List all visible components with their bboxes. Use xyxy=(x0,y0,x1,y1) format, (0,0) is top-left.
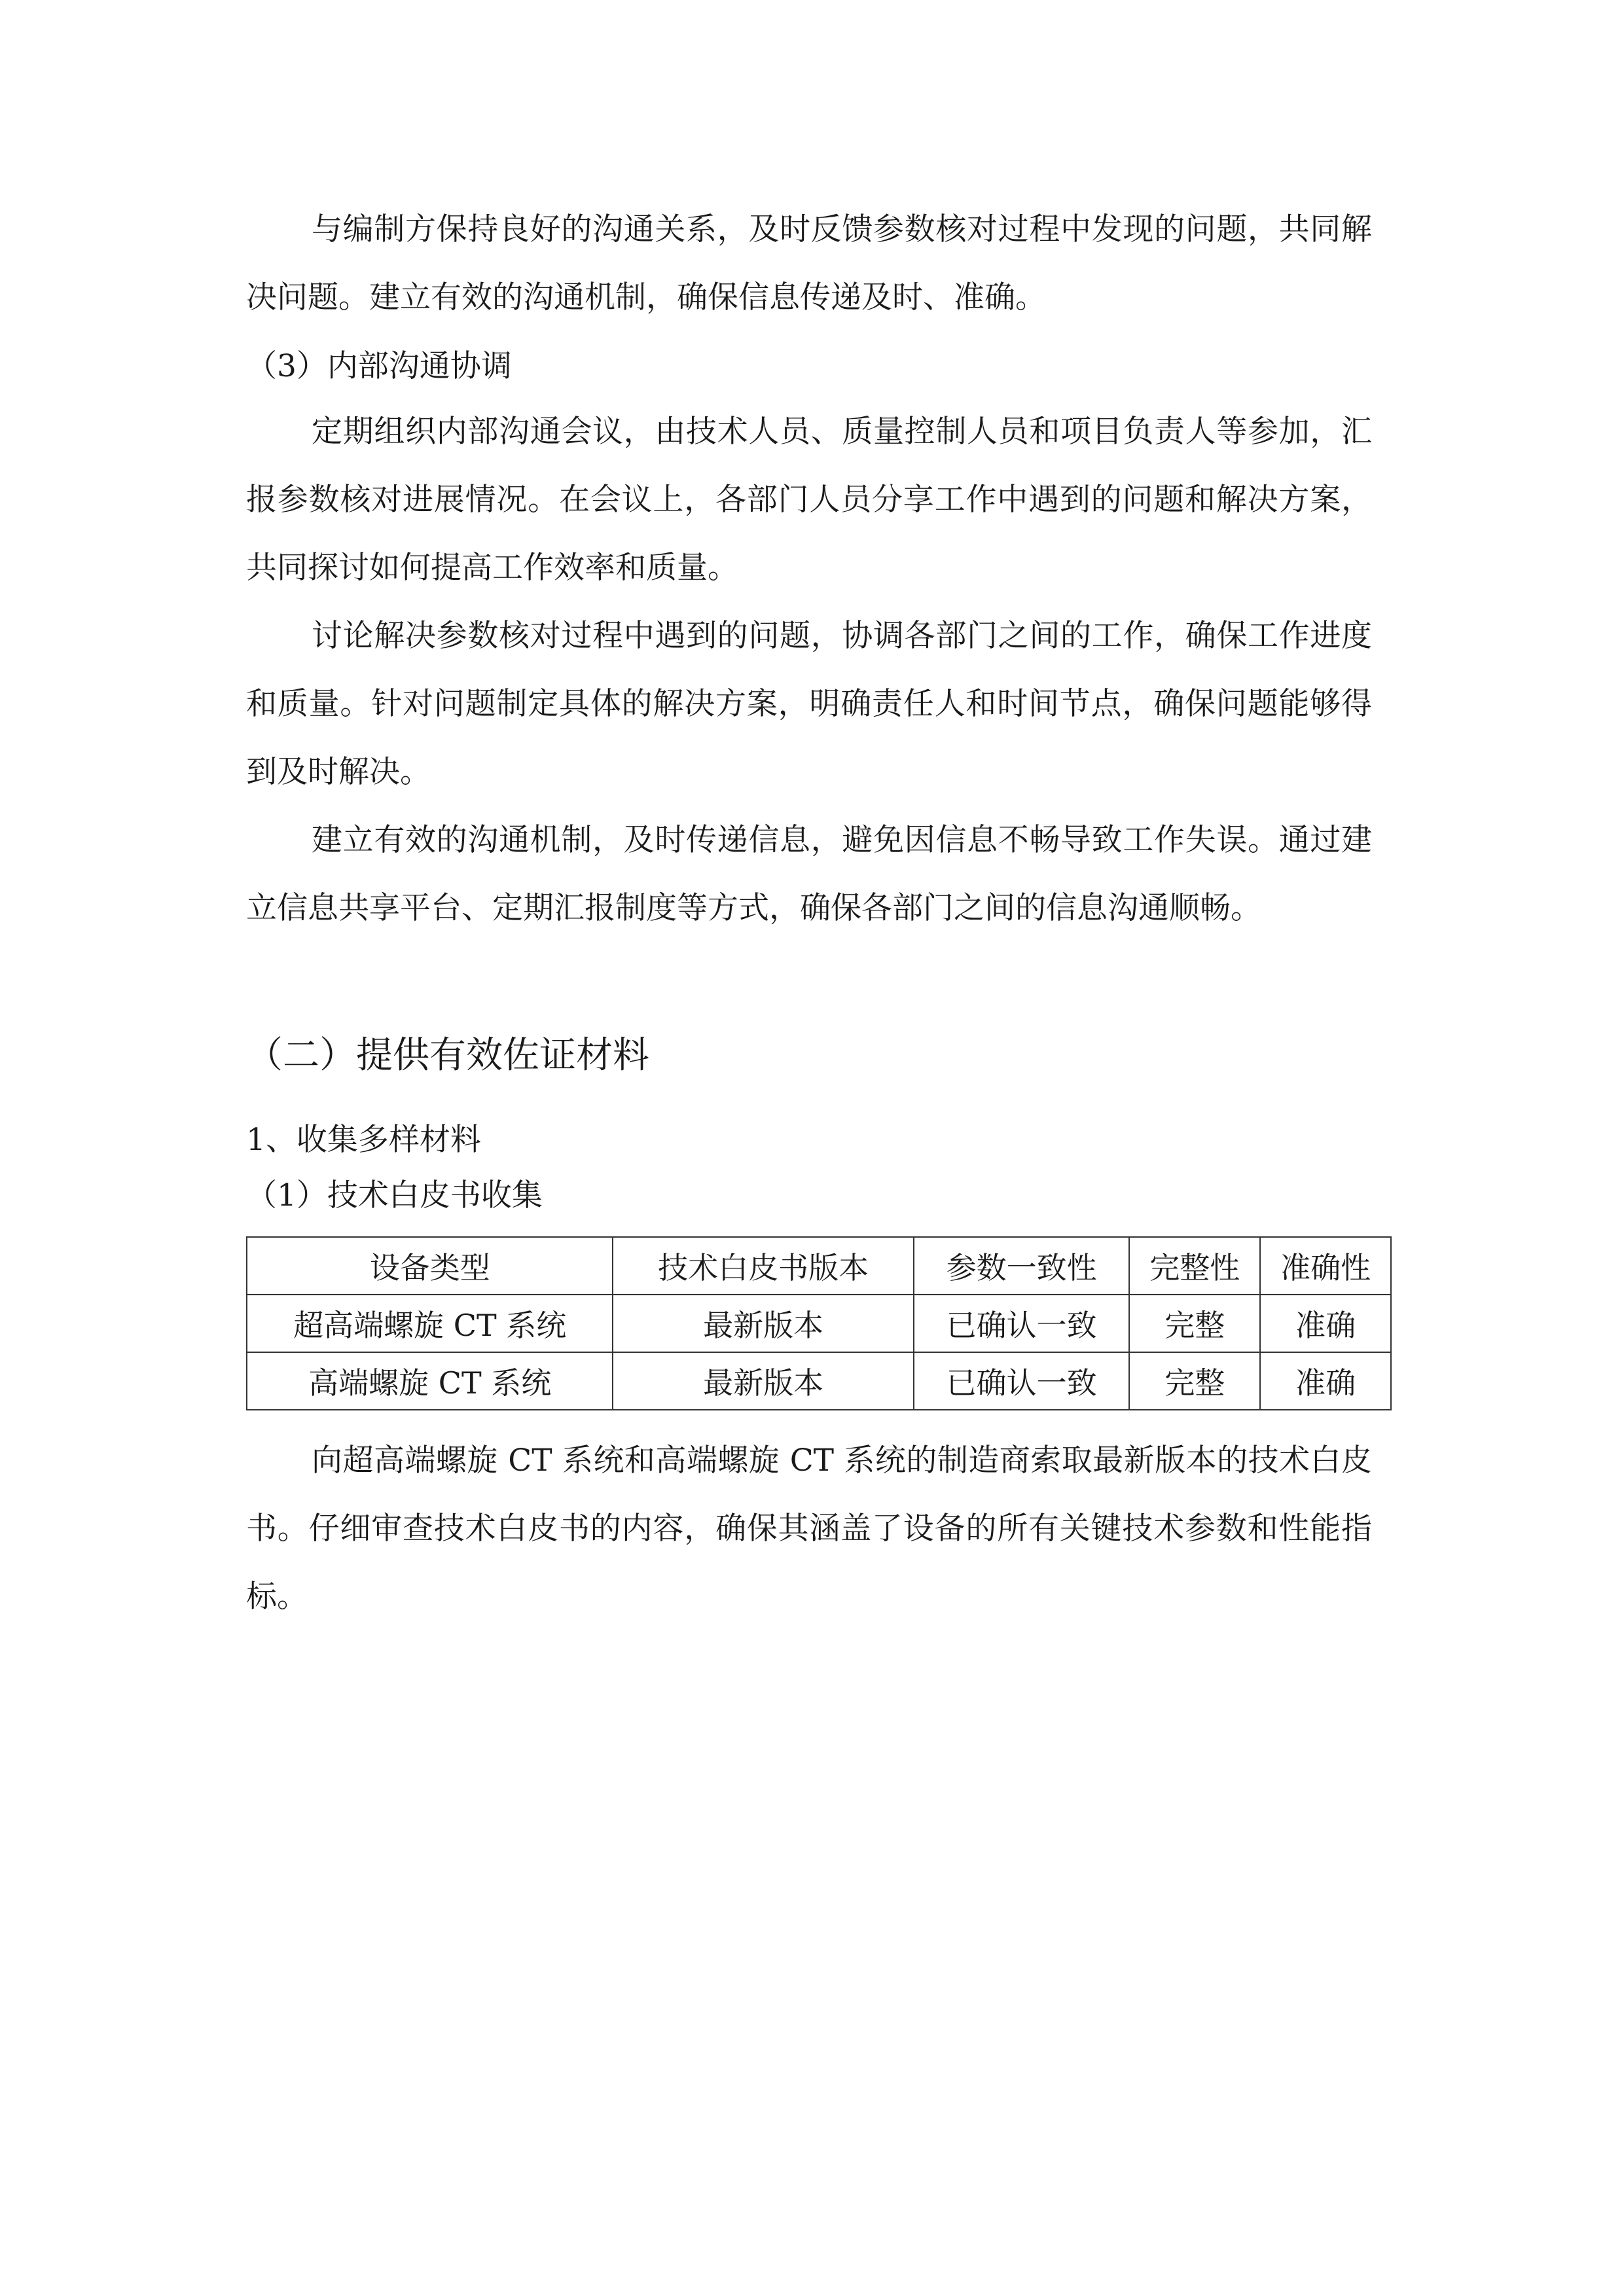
table-header-cell: 完整性 xyxy=(1129,1237,1260,1295)
table-cell: 已确认一致 xyxy=(914,1295,1130,1352)
table-cell: 完整 xyxy=(1129,1352,1260,1410)
paragraph-problem-solving: 讨论解决参数核对过程中遇到的问题，协调各部门之间的工作，确保工作进度和质量。针对问题制定具体的解决方案，明确责任人和时间节点，确保问题能够得到及时解决。 xyxy=(246,618,1372,790)
table-cell: 完整 xyxy=(1129,1295,1260,1352)
table-cell: 高端螺旋 CT 系统 xyxy=(247,1352,613,1410)
table-cell: 准确 xyxy=(1260,1295,1391,1352)
heading-internal-communication: （3）内部沟通协调 xyxy=(246,348,512,384)
table-row xyxy=(247,1295,1391,1352)
paragraph-internal-meeting: 定期组织内部沟通会议，由技术人员、质量控制人员和项目负责人等参加，汇报参数核对进展情况。在会议上，各部门人员分享工作中遇到的问题和解决方案，共同探讨如何提高工作效率和质量。 xyxy=(246,414,1372,586)
table-cell: 超高端螺旋 CT 系统 xyxy=(247,1295,613,1352)
whitepaper-table xyxy=(246,1236,1392,1410)
table-row xyxy=(247,1352,1391,1410)
heading-whitepaper-collection: （1）技术白皮书收集 xyxy=(246,1177,543,1213)
heading-collect-materials: 1、收集多样材料 xyxy=(246,1122,481,1158)
table-cell: 已确认一致 xyxy=(914,1352,1130,1410)
table-header-cell: 设备类型 xyxy=(247,1237,613,1295)
table-header-cell: 参数一致性 xyxy=(914,1237,1130,1295)
paragraph-external-communication: 与编制方保持良好的沟通关系，及时反馈参数核对过程中发现的问题，共同解决问题。建立有效的沟通机制，确保信息传递及时、准确。 xyxy=(246,211,1372,315)
table-header-cell: 准确性 xyxy=(1260,1237,1391,1295)
paragraph-whitepaper-request: 向超高端螺旋 CT 系统和高端螺旋 CT 系统的制造商索取最新版本的技术白皮书。仔细审查技术白皮书的内容，确保其涵盖了设备的所有关键技术参数和性能指标。 xyxy=(246,1443,1372,1615)
table-cell: 最新版本 xyxy=(613,1352,913,1410)
table-cell: 准确 xyxy=(1260,1352,1391,1410)
heading-evidence-materials: （二）提供有效佐证材料 xyxy=(246,1034,649,1077)
table-cell: 最新版本 xyxy=(613,1295,913,1352)
paragraph-communication-mechanism: 建立有效的沟通机制，及时传递信息，避免因信息不畅导致工作失误。通过建立信息共享平台、定期汇报制度等方式，确保各部门之间的信息沟通顺畅。 xyxy=(246,822,1372,926)
table-header-row xyxy=(247,1237,1391,1295)
table-header-cell: 技术白皮书版本 xyxy=(613,1237,913,1295)
